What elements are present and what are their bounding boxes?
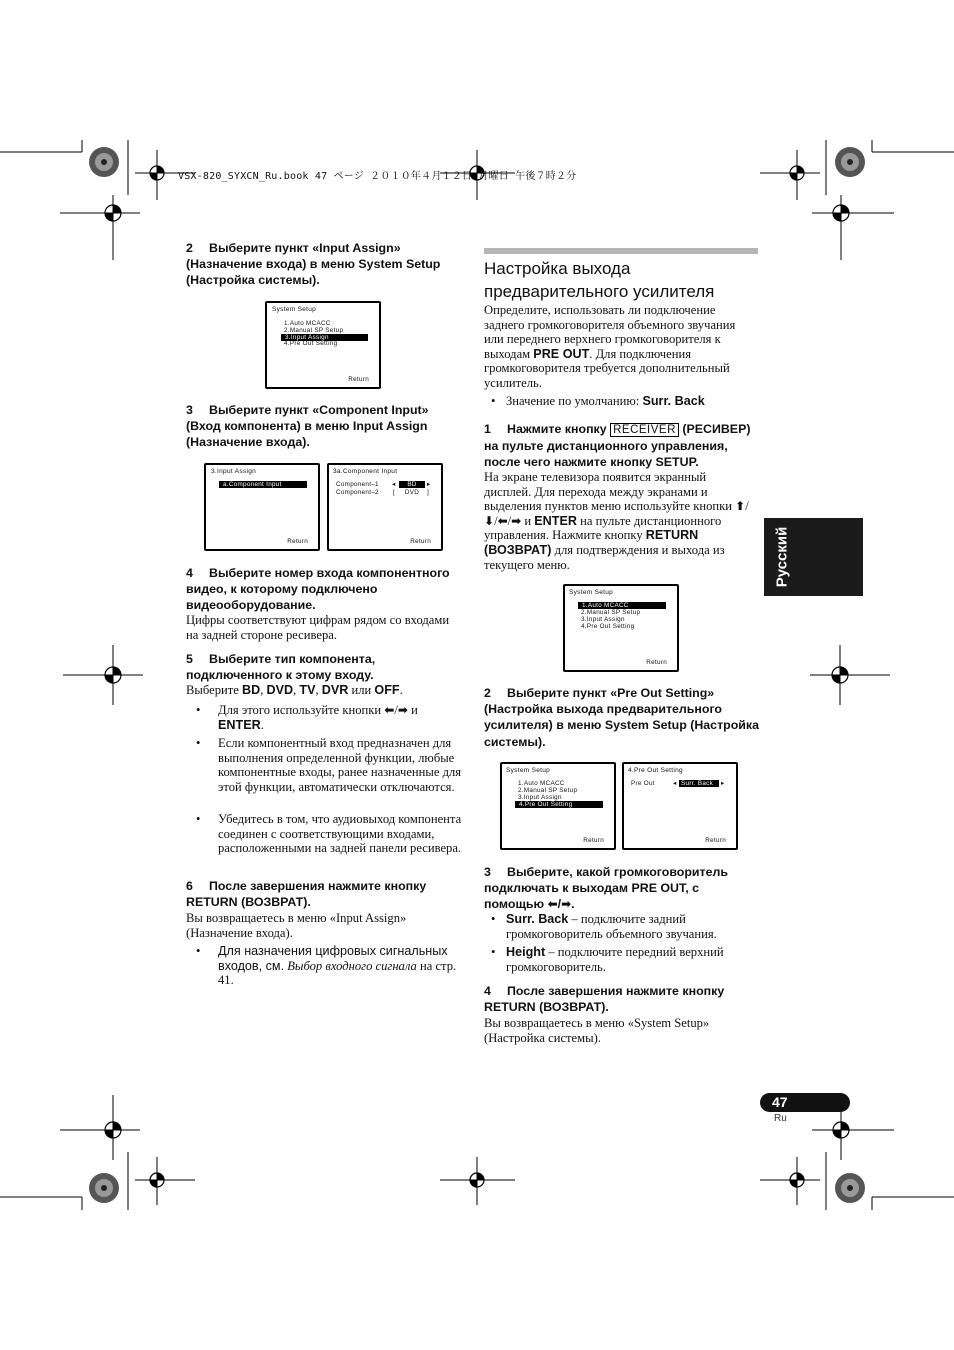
step-text: Выберите тип компонента, подключенного к этому входу. xyxy=(186,652,376,683)
pre-out-label: Pre Out xyxy=(631,780,655,787)
return-key: RETURN (ВОЗВРАТ) xyxy=(484,528,699,557)
step-text: Выберите номер входа компонентного видео, к которому подключено видеооборудование. xyxy=(186,566,450,613)
right-arrow-icon: ➡ xyxy=(397,703,408,717)
text: – подключите передний верхний громкоговоритель. xyxy=(506,945,724,974)
text: и xyxy=(411,703,418,717)
text: Для этого используйте кнопки xyxy=(218,703,382,717)
return-label: Return xyxy=(410,538,431,545)
screen-title: 3a.Component Input xyxy=(333,468,398,475)
menu-item-selected: 3.Input Assign xyxy=(281,334,368,341)
left-step-6-body: Вы возвращаетесь в меню «Input Assign» (Назначение входа). xyxy=(186,911,407,940)
page-number-badge xyxy=(760,1093,850,1112)
right-bullet-height: • Height – подключите передний верхний громкоговоритель. xyxy=(491,945,724,974)
step-number: 2 xyxy=(484,686,491,700)
osd-screen-system-setup-3 xyxy=(500,762,616,850)
left-step-2 xyxy=(186,240,456,289)
left-step-5 xyxy=(186,651,456,683)
right-step-3: 3 Выберите, какой громкоговоритель подключать к выходам PRE OUT, с помощью ⬅/➡. xyxy=(484,865,728,912)
option-term: Height xyxy=(506,945,546,959)
menu-item: 4.Pre Out Setting xyxy=(284,340,338,347)
menu-item-selected: a.Component Input xyxy=(219,481,307,488)
text: – подключите задний громкоговоритель объемного звучания. xyxy=(506,912,717,941)
section-rule xyxy=(484,248,758,254)
step-text: Выберите, какой громкоговоритель подключать к выходам PRE OUT, с помощью xyxy=(484,865,728,912)
step-number: 3 xyxy=(484,865,491,879)
right-arrow-icon: ▸ xyxy=(427,481,431,488)
menu-item: 2.Manual SP Setup xyxy=(284,327,344,334)
receiver-key: RECEIVER xyxy=(610,423,679,437)
step-number: 4 xyxy=(484,984,491,998)
component-1-label: Component–1 xyxy=(336,481,379,488)
right-arrow-icon: ▸ xyxy=(721,780,725,787)
right-default-bullet: • Значение по умолчанию: Surr. Back xyxy=(491,394,705,408)
left-bullet-3: • Убедитесь в том, что аудиовыход компонента соединен с соответствующими входами, расположенными на задней панели ресивера. xyxy=(196,812,461,872)
right-step-2 xyxy=(484,685,759,750)
right-bullet-surr-back: • Surr. Back – подключите задний громкоговоритель объемного звучания. xyxy=(491,912,717,941)
component-1-value: BD xyxy=(399,481,425,488)
menu-item: 1.Auto MCACC xyxy=(284,320,331,327)
left-step-4-body: Цифры соответствуют цифрам рядом со входами на задней стороне ресивера. xyxy=(186,613,450,642)
text: Для назначения цифровых сигнальных входов, см. xyxy=(218,944,448,973)
text: на пульте дистанционного управления. Нажмите кнопку xyxy=(484,513,722,543)
text: На экране телевизора появится экранный дисплей. Для перехода между экранами и выделения пунктов меню используйте кнопки xyxy=(484,470,732,514)
language-side-tab xyxy=(764,518,863,596)
page-number: 47 xyxy=(772,1094,788,1110)
return-label: Return xyxy=(287,538,308,545)
step-number: 6 xyxy=(186,879,193,893)
menu-item-selected: 4.Pre Out Setting xyxy=(515,801,603,808)
option-dvr: DVR xyxy=(321,683,349,697)
bracket-left: [ xyxy=(393,489,396,496)
option-off: OFF xyxy=(374,683,400,697)
text: на стр. 41. xyxy=(218,958,457,988)
left-arrow-icon: ⬅ xyxy=(384,703,395,717)
menu-item: 3.Input Assign xyxy=(518,794,562,801)
up-arrow-icon: ⬆ xyxy=(735,499,746,514)
step-number: 3 xyxy=(186,403,193,417)
left-bullet-1: • Для этого используйте кнопки ⬅/➡ и ENTER. xyxy=(196,703,418,732)
screen-title: System Setup xyxy=(272,306,317,313)
default-value: Surr. Back xyxy=(642,394,705,408)
section-heading: Настройка выхода предварительного усилителя xyxy=(484,259,715,301)
left-arrow-icon: ◂ xyxy=(392,481,396,488)
enter-key: ENTER xyxy=(218,717,261,732)
down-arrow-icon: ⬇ xyxy=(484,513,495,528)
left-arrow-icon: ⬅ xyxy=(497,513,508,528)
screen-title: 3.Input Assign xyxy=(211,468,257,475)
bracket-right: ] xyxy=(427,489,430,496)
page-lang-code: Ru xyxy=(774,1113,787,1124)
return-label: Return xyxy=(348,376,369,383)
step-text: Нажмите кнопку xyxy=(507,422,607,436)
pre-out-value: Surr. Back xyxy=(679,780,719,787)
left-bullet-2: • Если компонентный вход предназначен для выполнения определенной функции, любые компонентные входы, ранее назначенные для этой функции, автоматически отключаются. xyxy=(196,736,461,811)
step-text: После завершения нажмите кнопку RETURN (ВОЗВРАТ). xyxy=(186,879,427,910)
osd-screen-system-setup xyxy=(265,301,381,389)
text: Определите, использовать ли подключение заднего громкоговорителя объемного звучания или переднего верхнего громкоговорителя к выходам xyxy=(484,303,736,361)
option-tv: TV xyxy=(299,683,316,697)
screen-title: 4.Pre Out Setting xyxy=(628,767,683,774)
menu-item: 2.Manual SP Setup xyxy=(518,787,578,794)
menu-item: 4.Pre Out Setting xyxy=(581,623,635,630)
left-arrow-icon: ⬅ xyxy=(547,897,558,912)
menu-item-selected: 1.Auto MCACC xyxy=(578,602,666,609)
left-arrow-icon: ◂ xyxy=(673,780,677,787)
left-step-5-body: Выберите BD, DVD, TV, DVR или OFF. xyxy=(186,683,403,697)
pre-out-term: PRE OUT xyxy=(533,346,590,361)
step-number: 5 xyxy=(186,652,193,666)
step-number: 4 xyxy=(186,566,193,580)
text: Значение по умолчанию: xyxy=(506,394,640,408)
left-step-6 xyxy=(186,878,456,910)
step-text: Выберите пункт «Input Assign» (Назначение входа) в меню System Setup (Настройка системы). xyxy=(186,241,441,288)
step-text: (РЕСИВЕР) на пульте дистанционного управления, после чего нажмите кнопку SETUP. xyxy=(484,422,751,470)
text: Выберите xyxy=(186,683,242,697)
menu-item: 1.Auto MCACC xyxy=(518,780,565,787)
file-info-header: VSX-820_SYXCN_Ru.book 47 ページ ２０１０年４月１２日 月曜日 午後７時２分 xyxy=(178,171,577,182)
text: и xyxy=(524,513,532,528)
osd-screen-input-assign xyxy=(204,463,320,551)
screen-title: System Setup xyxy=(569,589,614,596)
right-step-4-body: Вы возвращаетесь в меню «System Setup» (Настройка системы). xyxy=(484,1016,710,1045)
text: Убедитесь в том, что аудиовыход компонента соединен с соответствующими входами, расположенными на задней панели ресивера. xyxy=(218,812,462,856)
menu-item: 2.Manual SP Setup xyxy=(581,609,641,616)
osd-screen-component-input xyxy=(327,463,443,551)
text: для подтверждения и выхода из текущего меню. xyxy=(484,542,725,572)
step-number: 2 xyxy=(186,241,193,255)
left-bullet-4: • Для назначения цифровых сигнальных входов, см. Выбор входного сигнала на стр. 41. xyxy=(196,944,457,988)
return-label: Return xyxy=(646,659,667,666)
step-text: Выберите пункт «Component Input» (Вход компонента) в меню Input Assign (Назначение входа). xyxy=(186,403,429,450)
right-arrow-icon: ➡ xyxy=(561,897,572,912)
left-step-3 xyxy=(186,402,456,451)
step-text: После завершения нажмите кнопку RETURN (ВОЗВРАТ). xyxy=(484,984,725,1015)
cross-reference-link[interactable]: Выбор входного сигнала xyxy=(287,958,417,973)
text: . Для подключения громкоговорителя требуется дополнительный усилитель. xyxy=(484,346,730,390)
enter-key: ENTER xyxy=(534,513,577,528)
step-number: 1 xyxy=(484,422,491,436)
text: Если компонентный вход предназначен для выполнения определенной функции, любые компонентные входы, ранее назначенные для этой функции, автоматически отключаются. xyxy=(218,736,462,794)
component-2-value: DVD xyxy=(404,489,420,496)
osd-screen-system-setup-2 xyxy=(563,584,679,672)
screen-title: System Setup xyxy=(506,767,551,774)
step-text: Выберите пункт «Pre Out Setting» (Настройка выхода предварительного усилителя) в меню System Setup (Настройка системы). xyxy=(484,686,759,749)
osd-screen-pre-out-setting xyxy=(622,762,738,850)
right-step-1-body: На экране телевизора появится экранный дисплей. Для перехода между экранами и выделения пунктов меню используйте кнопки ⬆/⬇/⬅/➡ и ENTER на пульте дистанционного управления. Нажмите кнопку RETURN (ВОЗВРАТ) для подтверждения и выхода из текущего меню. xyxy=(484,470,749,572)
option-dvd: DVD xyxy=(266,683,294,697)
right-arrow-icon: ➡ xyxy=(511,513,522,528)
return-label: Return xyxy=(705,837,726,844)
menu-item: 3.Input Assign xyxy=(581,616,625,623)
section-intro xyxy=(484,303,754,391)
option-term: Surr. Back xyxy=(506,912,569,926)
component-2-label: Component–2 xyxy=(336,489,379,496)
language-label: Русский xyxy=(773,526,791,588)
text: или xyxy=(348,683,375,697)
left-step-4 xyxy=(186,565,461,614)
option-bd: BD xyxy=(241,683,261,697)
right-step-1 xyxy=(484,421,759,471)
right-step-4 xyxy=(484,983,759,1015)
return-label: Return xyxy=(583,837,604,844)
